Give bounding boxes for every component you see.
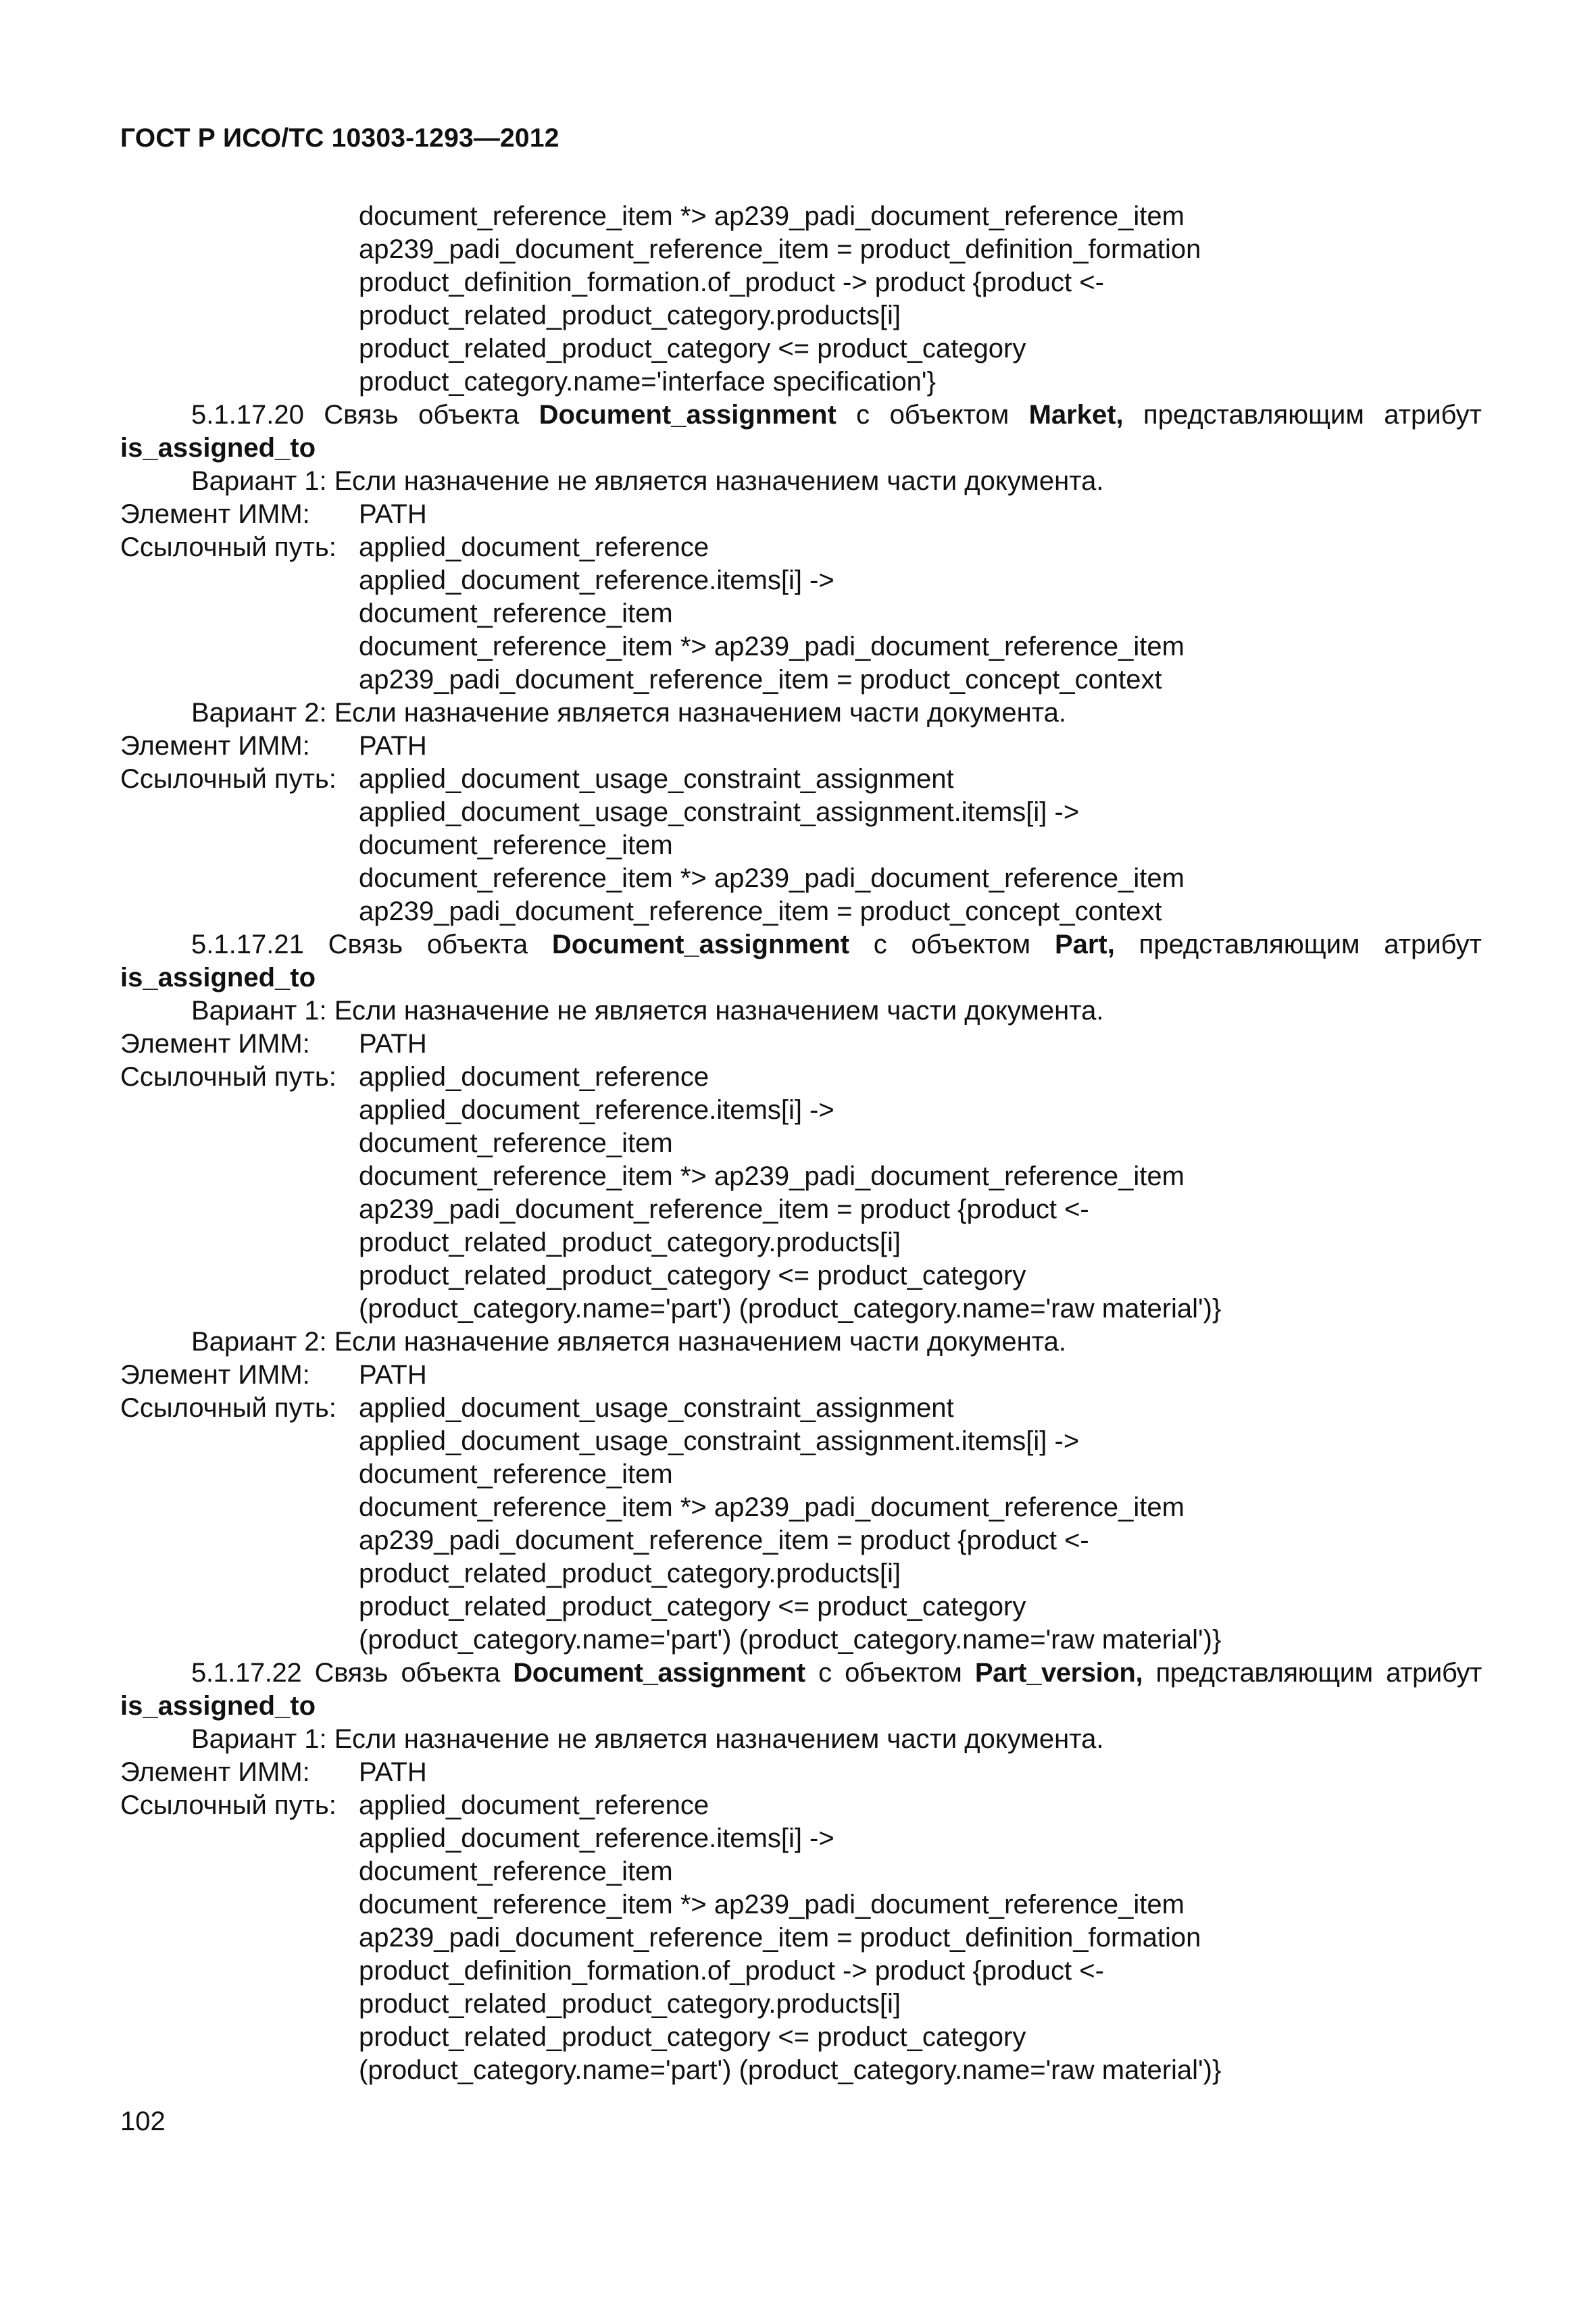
target-entity: Market,: [1028, 400, 1124, 430]
path-line: product_related_product_category <= product_category: [359, 1261, 1026, 1290]
aim-element-label: Элемент ИММ:: [120, 499, 310, 529]
heading-word: объектом: [889, 400, 1009, 430]
entity-name: Document_assignment: [551, 930, 849, 959]
path-line: product_definition_formation.of_product -> product {product <-: [359, 1956, 1104, 1986]
path-line: product_related_product_category <= product_category: [359, 1592, 1026, 1621]
section-heading-5-1-17-21: [120, 928, 1482, 961]
section-number: 5.1.17.21: [191, 930, 304, 959]
path-line: applied_document_reference: [359, 532, 709, 562]
path-line: product_related_product_category <= product_category: [359, 334, 1026, 363]
path-line: ap239_padi_document_reference_item = product {product <-: [359, 1526, 1089, 1555]
heading-word: Связь: [314, 1658, 389, 1688]
path-line: document_reference_item *> ap239_padi_document_reference_item: [359, 1890, 1184, 1919]
path-line: document_reference_item *> ap239_padi_document_reference_item: [359, 1492, 1184, 1522]
heading-word: Связь: [324, 400, 399, 430]
path-line: document_reference_item: [359, 599, 673, 628]
variant-line: Вариант 1: Если назначение не является назначением части документа.: [191, 996, 1104, 1026]
variant-line: Вариант 2: Если назначение является назначением части документа.: [191, 698, 1066, 728]
target-entity: Part_version,: [974, 1658, 1143, 1688]
reference-path-row: [120, 763, 1482, 796]
path-line: ap239_padi_document_reference_item = product_concept_context: [359, 665, 1162, 695]
path-line: product_definition_formation.of_product -> product {product <-: [359, 268, 1104, 297]
heading-word: атрибут: [1386, 1658, 1482, 1688]
heading-word: объекта: [418, 400, 520, 430]
aim-element-label: Элемент ИММ:: [120, 1360, 310, 1390]
reference-path-label: Ссылочный путь:: [120, 764, 336, 794]
page-number: 102: [120, 2107, 166, 2136]
reference-path-row: [120, 1061, 1482, 1094]
standard-header: ГОСТ Р ИСО/ТС 10303-1293—2012: [120, 124, 559, 153]
entity-name: Document_assignment: [513, 1658, 805, 1688]
path-line: product_related_product_category <= product_category: [359, 2022, 1026, 2052]
heading-word: объектом: [911, 930, 1031, 959]
path-line: document_reference_item *> ap239_padi_document_reference_item: [359, 201, 1184, 231]
path-line: applied_document_usage_constraint_assignment.items[i] ->: [359, 797, 1080, 827]
path-line: product_related_product_category.products[i]: [359, 301, 901, 330]
heading-word: с: [856, 400, 870, 430]
heading-word: объекта: [426, 930, 528, 959]
aim-element-value: PATH: [359, 1360, 427, 1390]
path-line: document_reference_item *> ap239_padi_document_reference_item: [359, 1161, 1184, 1191]
heading-word: с: [818, 1658, 832, 1688]
reference-path-row: [120, 531, 1482, 564]
path-line: product_related_product_category.products[i]: [359, 1228, 901, 1257]
section-heading-5-1-17-20: [120, 399, 1482, 432]
path-line: applied_document_reference: [359, 1062, 709, 1092]
reference-path-label: Ссылочный путь:: [120, 1062, 336, 1092]
aim-element-label: Элемент ИММ:: [120, 1757, 310, 1787]
path-line: product_category.name='interface specification'}: [359, 367, 936, 397]
path-line: ap239_padi_document_reference_item = product_concept_context: [359, 897, 1162, 926]
reference-path-label: Ссылочный путь:: [120, 1393, 336, 1423]
aim-element-value: PATH: [359, 499, 427, 529]
aim-element-row: [120, 1756, 1482, 1789]
variant-line: Вариант 1: Если назначение не является назначением части документа.: [191, 1724, 1104, 1754]
path-line: applied_document_usage_constraint_assignment: [359, 1393, 954, 1423]
heading-word: Связь: [328, 930, 403, 959]
path-line: (product_category.name='part') (product_category.name='raw material')}: [359, 2055, 1222, 2085]
reference-path-label: Ссылочный путь:: [120, 1790, 336, 1820]
aim-element-value: PATH: [359, 731, 427, 761]
heading-word: с: [873, 930, 887, 959]
aim-element-row: [120, 1359, 1482, 1392]
heading-word: представляющим: [1143, 400, 1364, 430]
path-line: ap239_padi_document_reference_item = product_definition_formation: [359, 1923, 1201, 1953]
path-line: applied_document_reference.items[i] ->: [359, 565, 834, 595]
heading-word: объекта: [401, 1658, 500, 1688]
heading-word: атрибут: [1384, 930, 1482, 959]
path-line: document_reference_item: [359, 1857, 673, 1886]
path-line: document_reference_item: [359, 1459, 673, 1489]
section-heading-5-1-17-22: [120, 1657, 1482, 1690]
attribute-name: is_assigned_to: [120, 1691, 316, 1721]
attribute-name: is_assigned_to: [120, 433, 316, 463]
path-line: applied_document_reference: [359, 1790, 709, 1820]
heading-word: объектом: [845, 1658, 962, 1688]
attribute-name: is_assigned_to: [120, 963, 316, 992]
document-body: [120, 200, 1482, 2087]
section-number: 5.1.17.20: [191, 400, 304, 430]
variant-line: Вариант 2: Если назначение является назначением части документа.: [191, 1327, 1066, 1357]
aim-element-label: Элемент ИММ:: [120, 1029, 310, 1059]
aim-element-value: PATH: [359, 1757, 427, 1787]
target-entity: Part,: [1054, 930, 1115, 959]
path-line: (product_category.name='part') (product_category.name='raw material')}: [359, 1294, 1222, 1324]
path-line: applied_document_usage_constraint_assignment.items[i] ->: [359, 1426, 1080, 1456]
reference-path-label: Ссылочный путь:: [120, 532, 336, 562]
aim-element-value: PATH: [359, 1029, 427, 1059]
heading-word: атрибут: [1384, 400, 1482, 430]
path-line: document_reference_item: [359, 1128, 673, 1158]
aim-element-row: [120, 1028, 1482, 1061]
path-line: document_reference_item: [359, 830, 673, 860]
aim-element-row: [120, 498, 1482, 531]
path-line: (product_category.name='part') (product_category.name='raw material')}: [359, 1625, 1222, 1655]
path-line: applied_document_usage_constraint_assignment: [359, 764, 954, 794]
path-line: document_reference_item *> ap239_padi_document_reference_item: [359, 863, 1184, 893]
heading-word: представляющим: [1155, 1658, 1373, 1688]
entity-name: Document_assignment: [539, 400, 837, 430]
path-line: product_related_product_category.products[i]: [359, 1559, 901, 1588]
reference-path-row: [120, 1392, 1482, 1425]
section-number: 5.1.17.22: [191, 1658, 302, 1688]
path-line: ap239_padi_document_reference_item = product_definition_formation: [359, 234, 1201, 264]
heading-word: представляющим: [1139, 930, 1360, 959]
path-line: product_related_product_category.products[i]: [359, 1989, 901, 2019]
path-line: ap239_padi_document_reference_item = product {product <-: [359, 1194, 1089, 1224]
path-line: applied_document_reference.items[i] ->: [359, 1823, 834, 1853]
aim-element-row: [120, 730, 1482, 763]
aim-element-label: Элемент ИММ:: [120, 731, 310, 761]
variant-line: Вариант 1: Если назначение не является назначением части документа.: [191, 466, 1104, 496]
path-line: document_reference_item *> ap239_padi_document_reference_item: [359, 632, 1184, 661]
reference-path-row: [120, 1789, 1482, 1822]
path-line: applied_document_reference.items[i] ->: [359, 1095, 834, 1125]
